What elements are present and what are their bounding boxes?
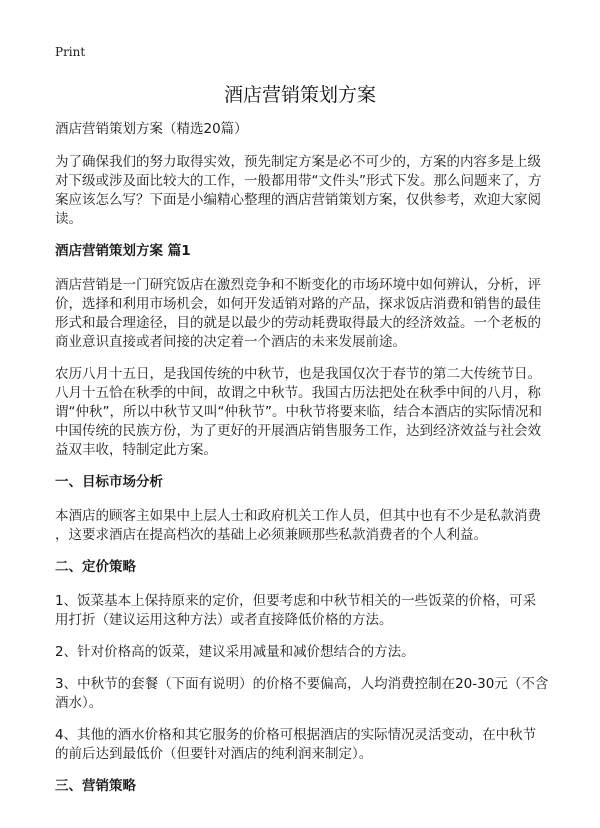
- document-subtitle: 酒店营销策划方案（精选20篇）: [55, 121, 248, 137]
- heading-pricing: 二、定价策略: [55, 559, 136, 575]
- text-line: 谓“仲秋”，所以中秋节又叫“仲秋节”。中秋节将要来临，结合本酒店的实际情况和: [55, 404, 542, 420]
- text-line: ，这要求酒店在提高档次的基础上必须兼顾那些私款消费者的个人利益。: [55, 527, 487, 543]
- text-line: 2、针对价格高的饭菜，建议采用减量和减价想结合的方法。: [55, 644, 415, 660]
- text-line: 读。: [55, 211, 82, 227]
- pricing-item-2: [55, 643, 550, 662]
- text-line: 对下级或涉及面比较大的工作，一般都用带“文件头”形式下发。那么问题来了，方: [55, 173, 542, 189]
- text-line: 中国传统的民族方份，为了更好的开展酒店销售服务工作，达到经济效益与社会效: [55, 423, 541, 439]
- text-line: 3、中秋节的套餐（下面有说明）的价格不要偏高，人均消费控制在20-30元（不含: [55, 676, 549, 692]
- pricing-item-1: [55, 592, 550, 630]
- text-line: 价，选择和利用市场机会，如何开发适销对路的产品，探求饭店消费和销售的最佳: [55, 296, 541, 312]
- text-line: 4、其他的酒水价格和其它服务的价格可根据酒店的实际情况灵活变动，在中秋节: [55, 727, 537, 743]
- text-line: 的前后达到最低价（但要针对酒店的纯利润来制定）。: [55, 746, 373, 762]
- text-line: 案应该怎么写？下面是小编精心整理的酒店营销策划方案，仅供参考，欢迎大家阅: [55, 192, 541, 208]
- text-line: 八月十五恰在秋季的中间，故谓之中秋节。我国古历法把处在秋季中间的八月，称: [55, 385, 541, 401]
- intro-paragraph: [55, 153, 550, 229]
- text-line: 益双丰收，特制定此方案。: [55, 442, 217, 458]
- page-title: 酒店营销策划方案: [223, 84, 376, 106]
- heading-target-market: 一、目标市场分析: [55, 474, 163, 490]
- text-line: 农历八月十五日，是我国传统的中秋节，也是我国仅次于春节的第二大传统节日。: [55, 366, 541, 382]
- paragraph-mid-autumn: [55, 365, 550, 460]
- document-body: [55, 120, 550, 811]
- text-line: 为了确保我们的努力取得实效，预先制定方案是必不可少的，方案的内容多是上级: [55, 154, 541, 170]
- text-line: 1、饭菜基本上保持原来的定价，但要考虑和中秋节相关的一些饭菜的价格，可采: [55, 593, 537, 609]
- pricing-item-4: [55, 726, 550, 764]
- text-line: 商业意识直接或者间接的决定着一个酒店的未来发展前途。: [55, 334, 406, 350]
- text-line: 本酒店的顾客主如果中上层人士和政府机关工作人员，但其中也有不少是私款消费: [55, 508, 541, 524]
- pricing-item-3: [55, 675, 550, 713]
- section-heading-1: 酒店营销策划方案 篇1: [55, 243, 191, 259]
- text-line: 用打折（建议运用这种方法）或者直接降低价格的方法。: [55, 612, 393, 628]
- paragraph-marketing-definition: [55, 276, 550, 352]
- text-line: 形式和最合理途径，目的就是以最少的劳动耗费取得最大的经济效益。一个老板的: [55, 315, 541, 331]
- print-link[interactable]: Print: [55, 45, 86, 59]
- text-line: 酒店营销是一门研究饭店在激烈竞争和不断变化的市场环境中如何辨认，分析，评: [55, 277, 541, 293]
- heading-marketing-strategy: 三、营销策略: [55, 778, 136, 794]
- text-line: 酒水）。: [55, 695, 103, 711]
- paragraph-target-market: [55, 507, 550, 545]
